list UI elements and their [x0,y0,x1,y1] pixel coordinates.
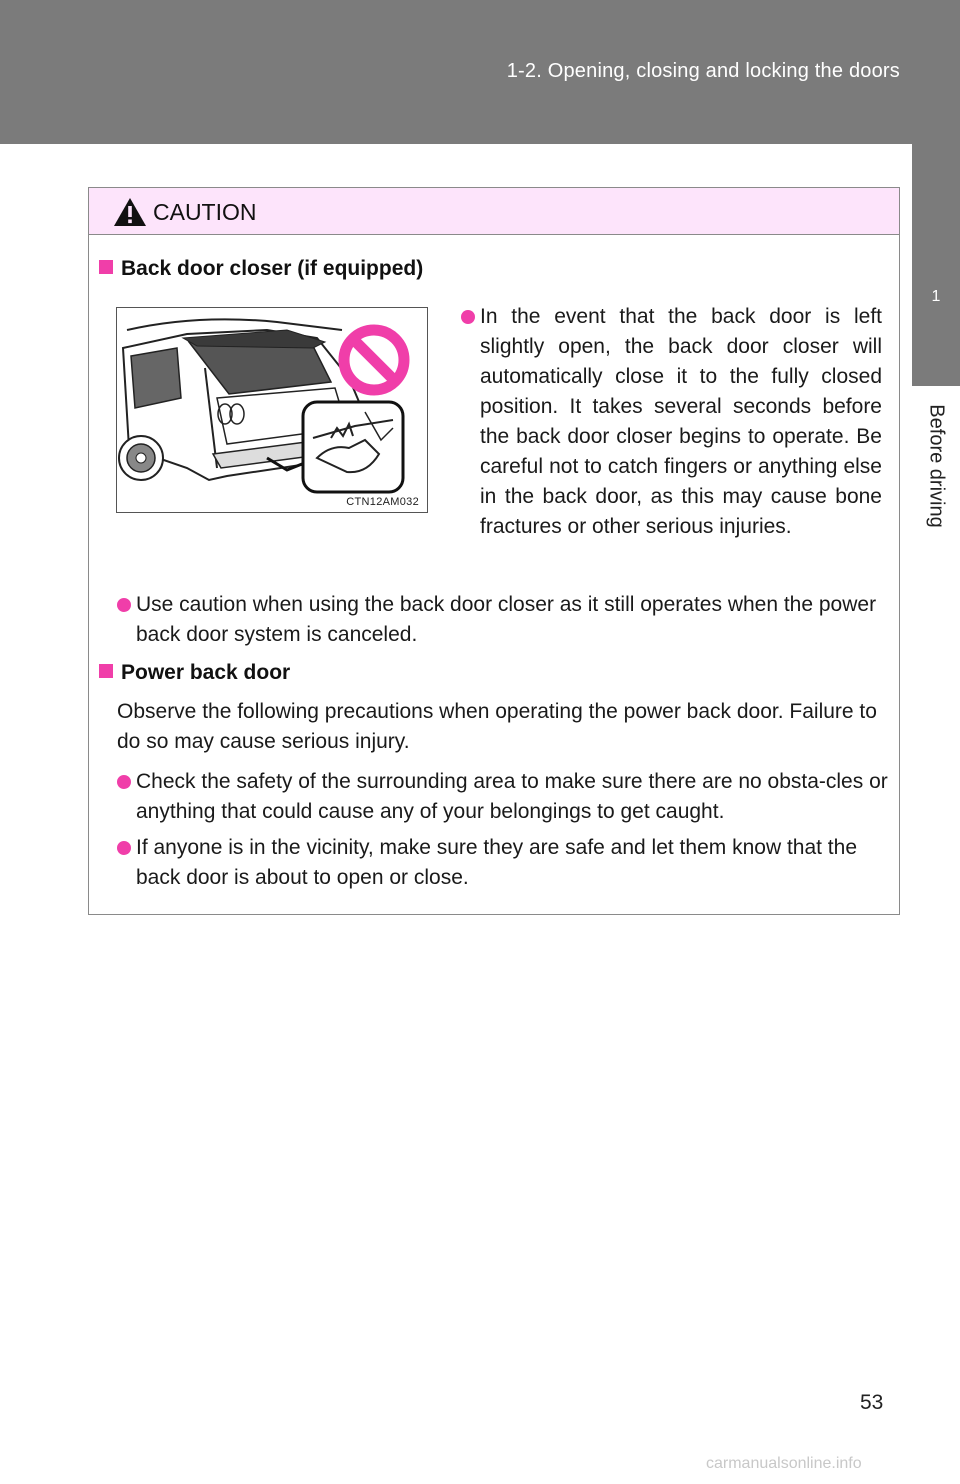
chapter-label-container [912,386,960,546]
chapter-tab [912,144,960,386]
back-door-illustration [116,307,428,513]
caution-title: CAUTION [153,199,257,225]
caution-box [88,187,900,915]
watermark: carmanualsonline.info [706,1455,862,1472]
square-bullet-icon [99,260,113,274]
figure-code: CTN12AM032 [346,496,419,508]
bullet-vicinity [136,833,889,893]
caution-header [89,188,899,235]
bullet-text: If anyone is in the vicinity, make sure they are safe and let them know that the back door is about to open or close. [136,836,857,889]
chapter-label: Before driving [925,404,948,528]
bullet-text: Use caution when using the back door closer as it still operates when the power back door system is canceled. [136,593,877,646]
bullet-text: Check the safety of the surrounding area to make sure there are no obsta-cles or anything that could cause any of your belongings to get caught. [136,770,888,823]
section-title: 1-2. Opening, closing and locking the doors [506,60,900,82]
square-bullet-icon [99,664,113,678]
bullet-dot-icon [461,310,475,324]
chapter-number: 1 [931,288,941,305]
bullet-auto-close [480,302,882,542]
section-heading-text: Power back door [121,661,291,684]
bullet-dot-icon [117,598,131,612]
section-heading-text: Back door closer (if equipped) [121,257,424,280]
bullet-canceled-system [136,590,889,650]
power-back-door-intro: Observe the following precautions when operating the power back door. Failure to do so may cause serious injury. [117,700,877,753]
page-header [0,0,960,144]
van-illustration-graphic [117,308,427,512]
bullet-check-safety [136,767,889,827]
section-heading-power-back-door [99,661,290,685]
warning-icon [113,197,147,227]
bullet-dot-icon [117,775,131,789]
bullet-text: In the event that the back door is left slightly open, the back door closer will automatically close it to the fully closed position. It takes several seconds before the back door closer begins to operate. Be careful not to catch fingers or anything else in the back door, as this may cause bone fractures or other serious injuries. [480,305,882,538]
section-heading-back-door-closer [99,257,423,281]
page-number: 53 [860,1391,884,1414]
bullet-dot-icon [117,841,131,855]
